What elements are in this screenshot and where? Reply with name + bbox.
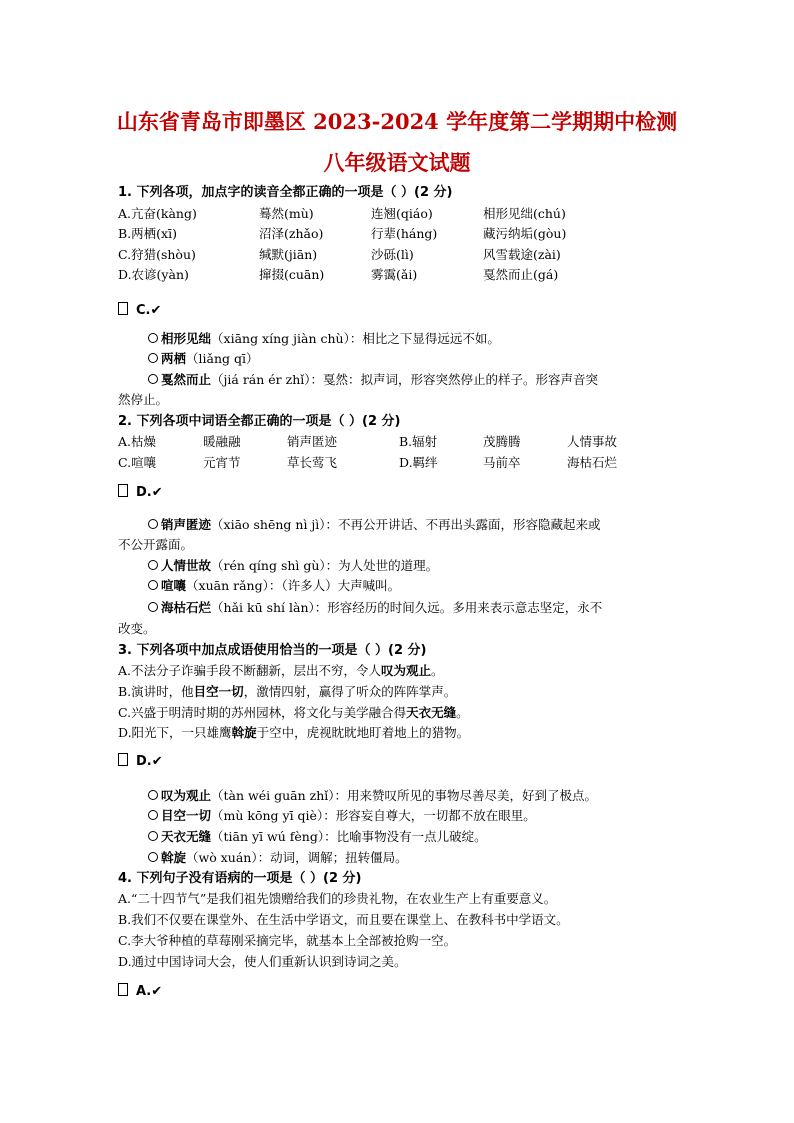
circle-bullet-icon bbox=[148, 580, 158, 590]
option-cell: 戛然而止(gá) bbox=[483, 267, 559, 282]
explanation-line: 天衣无缝（tiān yī wú fèng）：比喻事物没有一点儿破绽。 bbox=[148, 827, 487, 845]
option-line: A.“二十四节气”是我们祖先馈赠给我们的珍贵礼物，在农业生产上有重要意义。 bbox=[118, 891, 557, 906]
option-cell: 行辈(háng) bbox=[371, 226, 438, 241]
option-cell: 马前卒 bbox=[483, 455, 521, 470]
option-cell: 风雪载途(zài) bbox=[483, 247, 561, 262]
explanation-line: 相形见绌（xiāng xíng jiàn chù）：相比之下显得远远不如。 bbox=[148, 329, 500, 347]
option-cell: 海枯石烂 bbox=[567, 455, 618, 470]
explanation-wrap: 不公开露面。 bbox=[118, 537, 194, 552]
circle-bullet-icon bbox=[148, 353, 158, 363]
explanation-line: 两栖（liǎng qī） bbox=[148, 349, 259, 367]
checkbox-icon bbox=[118, 983, 128, 996]
explanation-line: 戛然而止（jiá rán ér zhǐ）：戛然：拟声词，形容突然停止的样子。形容声音突 bbox=[148, 370, 598, 388]
explanation-line: 目空一切（mù kōng yī qiè）：形容妄自尊大，一切都不放在眼里。 bbox=[148, 806, 536, 824]
option-cell: D.农谚(yàn) bbox=[118, 267, 189, 282]
option-cell: A.亢奋(kàng) bbox=[118, 206, 197, 221]
option-cell: 人情事故 bbox=[567, 434, 618, 449]
explanation-line: 斡旋（wò xuán）：动词，调解；扭转僵局。 bbox=[148, 848, 408, 866]
circle-bullet-icon bbox=[148, 852, 158, 862]
circle-bullet-icon bbox=[148, 831, 158, 841]
option-cell: A.枯燥 bbox=[118, 434, 157, 449]
explanation-line: 叹为观止（tàn wéi guān zhǐ）：用来赞叹所见的事物尽善尽美，好到了极点。 bbox=[148, 786, 597, 804]
option-line: B.我们不仅要在课堂外、在生活中学语文，而且要在课堂上、在教科书中学语文。 bbox=[118, 912, 569, 927]
option-cell: 相形见绌(chú) bbox=[483, 206, 566, 221]
option-cell: 茂腾腾 bbox=[483, 434, 521, 449]
option-cell: 沙砾(lì) bbox=[371, 247, 414, 262]
question-4-answer: A.✔ bbox=[118, 983, 162, 999]
option-line: D.通过中国诗词大会，使人们重新认识到诗词之美。 bbox=[118, 954, 407, 969]
checkbox-icon bbox=[118, 484, 128, 497]
option-cell: 雾霭(ǎi) bbox=[371, 267, 418, 282]
option-cell: 缄默(jiān) bbox=[259, 247, 318, 262]
option-cell: B.两栖(xī) bbox=[118, 226, 177, 241]
checkbox-icon bbox=[118, 753, 128, 766]
question-2-stem: 2. 下列各项中词语全都正确的一项是（ ）(2 分) bbox=[118, 414, 401, 429]
option-line: B.演讲时，他目空一切，激情四射，赢得了听众的阵阵掌声。 bbox=[118, 684, 457, 699]
option-cell: C.狩猎(shòu) bbox=[118, 247, 196, 262]
option-cell: 蓦然(mù) bbox=[259, 206, 314, 221]
circle-bullet-icon bbox=[148, 333, 158, 343]
question-3-answer: D.✔ bbox=[118, 753, 163, 769]
option-cell: 连翘(qiáo) bbox=[371, 206, 433, 221]
option-cell: C.喧嚷 bbox=[118, 455, 157, 470]
option-cell: D.羁绊 bbox=[399, 455, 438, 470]
option-line: A.不法分子诈骗手段不断翻新，层出不穷，令人叹为观止。 bbox=[118, 663, 444, 678]
option-cell: B.辐射 bbox=[399, 434, 438, 449]
option-line: C.李大爷种植的草莓刚采摘完毕，就基本上全部被抢购一空。 bbox=[118, 933, 457, 948]
explanation-wrap: 改变。 bbox=[118, 621, 156, 636]
option-cell: 藏污纳垢(gòu) bbox=[483, 226, 567, 241]
explanation-line: 人情世故（rén qíng shì gù）：为人处世的道理。 bbox=[148, 556, 438, 574]
question-1-stem: 1. 下列各项，加点字的读音全都正确的一项是（ ）(2 分) bbox=[118, 185, 453, 200]
option-cell: 元宵节 bbox=[203, 455, 241, 470]
explanation-line: 海枯石烂（hǎi kū shí làn）：形容经历的时间久远。多用来表示意志坚定，永不 bbox=[148, 598, 602, 616]
option-cell: 草长莺飞 bbox=[287, 455, 338, 470]
option-cell: 沼泽(zhǎo) bbox=[259, 226, 324, 241]
question-4-stem: 4. 下列句子没有语病的一项是（ ）(2 分) bbox=[118, 871, 362, 886]
explanation-wrap: 然停止。 bbox=[118, 392, 169, 407]
circle-bullet-icon bbox=[148, 810, 158, 820]
question-2-answer: D.✔ bbox=[118, 484, 163, 500]
option-cell: 撺掇(cuān) bbox=[259, 267, 325, 282]
explanation-line: 销声匿迹（xiāo shēng nì jì）：不再公开讲话、不再出头露面，形容隐藏起来或 bbox=[148, 515, 601, 533]
question-1-answer: C.✔ bbox=[118, 302, 161, 318]
circle-bullet-icon bbox=[148, 790, 158, 800]
circle-bullet-icon bbox=[148, 560, 158, 570]
option-line: D.阳光下，一只雄鹰斡旋于空中，虎视眈眈地盯着地上的猎物。 bbox=[118, 725, 470, 740]
exam-title: 山东省青岛市即墨区 2023-2024 学年度第二学期期中检测 bbox=[116, 109, 678, 134]
circle-bullet-icon bbox=[148, 519, 158, 529]
option-line: C.兴盛于明清时期的苏州园林，将文化与美学融合得天衣无缝。 bbox=[118, 705, 469, 720]
option-cell: 销声匿迹 bbox=[287, 434, 338, 449]
question-3-stem: 3. 下列各项中加点成语使用恰当的一项是（ ）(2 分) bbox=[118, 643, 427, 658]
circle-bullet-icon bbox=[148, 602, 158, 612]
explanation-line: 喧嚷（xuān rǎng）：（许多人）大声喊叫。 bbox=[148, 576, 400, 594]
circle-bullet-icon bbox=[148, 374, 158, 384]
exam-subtitle: 八年级语文试题 bbox=[323, 150, 471, 175]
checkbox-icon bbox=[118, 302, 128, 315]
option-cell: 暖融融 bbox=[203, 434, 241, 449]
